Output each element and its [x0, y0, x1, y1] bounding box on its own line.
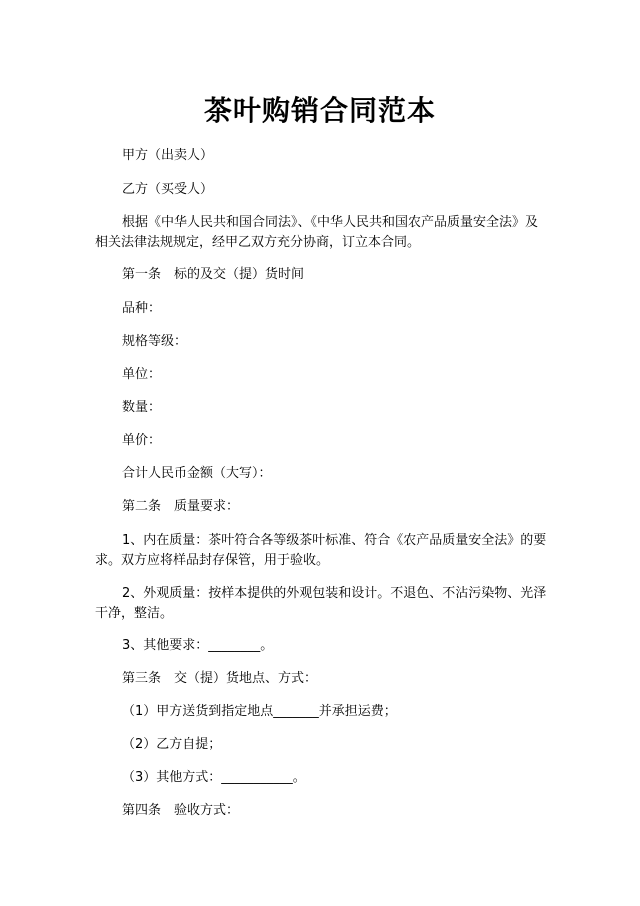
- party-a-line: 甲方（出卖人）: [122, 148, 214, 163]
- delivery-option-1: （1）甲方送货到指定地点_______并承担运费；: [122, 704, 397, 719]
- article-3-heading: 第三条 交（提）货地点、方式：: [122, 671, 318, 686]
- article-1-heading: 第一条 标的及交（提）货时间: [122, 267, 305, 282]
- article-4-heading: 第四条 验收方式：: [122, 803, 240, 818]
- preamble-paragraph: 根据《中华人民共和国合同法》、《中华人民共和国农产品质量安全法》及相关法律法规规定，经甲乙双方充分协商，订立本合同。: [95, 215, 539, 250]
- quality-internal-paragraph: 1、内在质量：茶叶符合各等级茶叶标准、符合《农产品质量安全法》的要求。双方应将样品封存保管，用于验收。: [95, 533, 547, 568]
- field-quantity: 数量：: [122, 400, 162, 415]
- quality-external-paragraph: 2、外观质量：按样本提供的外观包装和设计。不退色、不沾污染物、光泽干净，整洁。: [95, 586, 547, 621]
- field-unit-price: 单价：: [122, 433, 162, 448]
- field-grade: 规格等级：: [122, 334, 188, 349]
- field-unit: 单位：: [122, 367, 162, 382]
- quality-other-line: 3、其他要求：________。: [122, 638, 274, 653]
- delivery-option-3: （3）其他方式：___________。: [122, 770, 306, 785]
- document-title: 茶叶购销合同范本: [203, 94, 436, 127]
- delivery-option-2: （2）乙方自提；: [122, 737, 222, 752]
- article-2-heading: 第二条 质量要求：: [122, 499, 240, 514]
- field-total-amount: 合计人民币金额（大写）：: [122, 466, 272, 481]
- field-variety: 品种：: [122, 301, 162, 316]
- party-b-line: 乙方（买受人）: [122, 182, 214, 197]
